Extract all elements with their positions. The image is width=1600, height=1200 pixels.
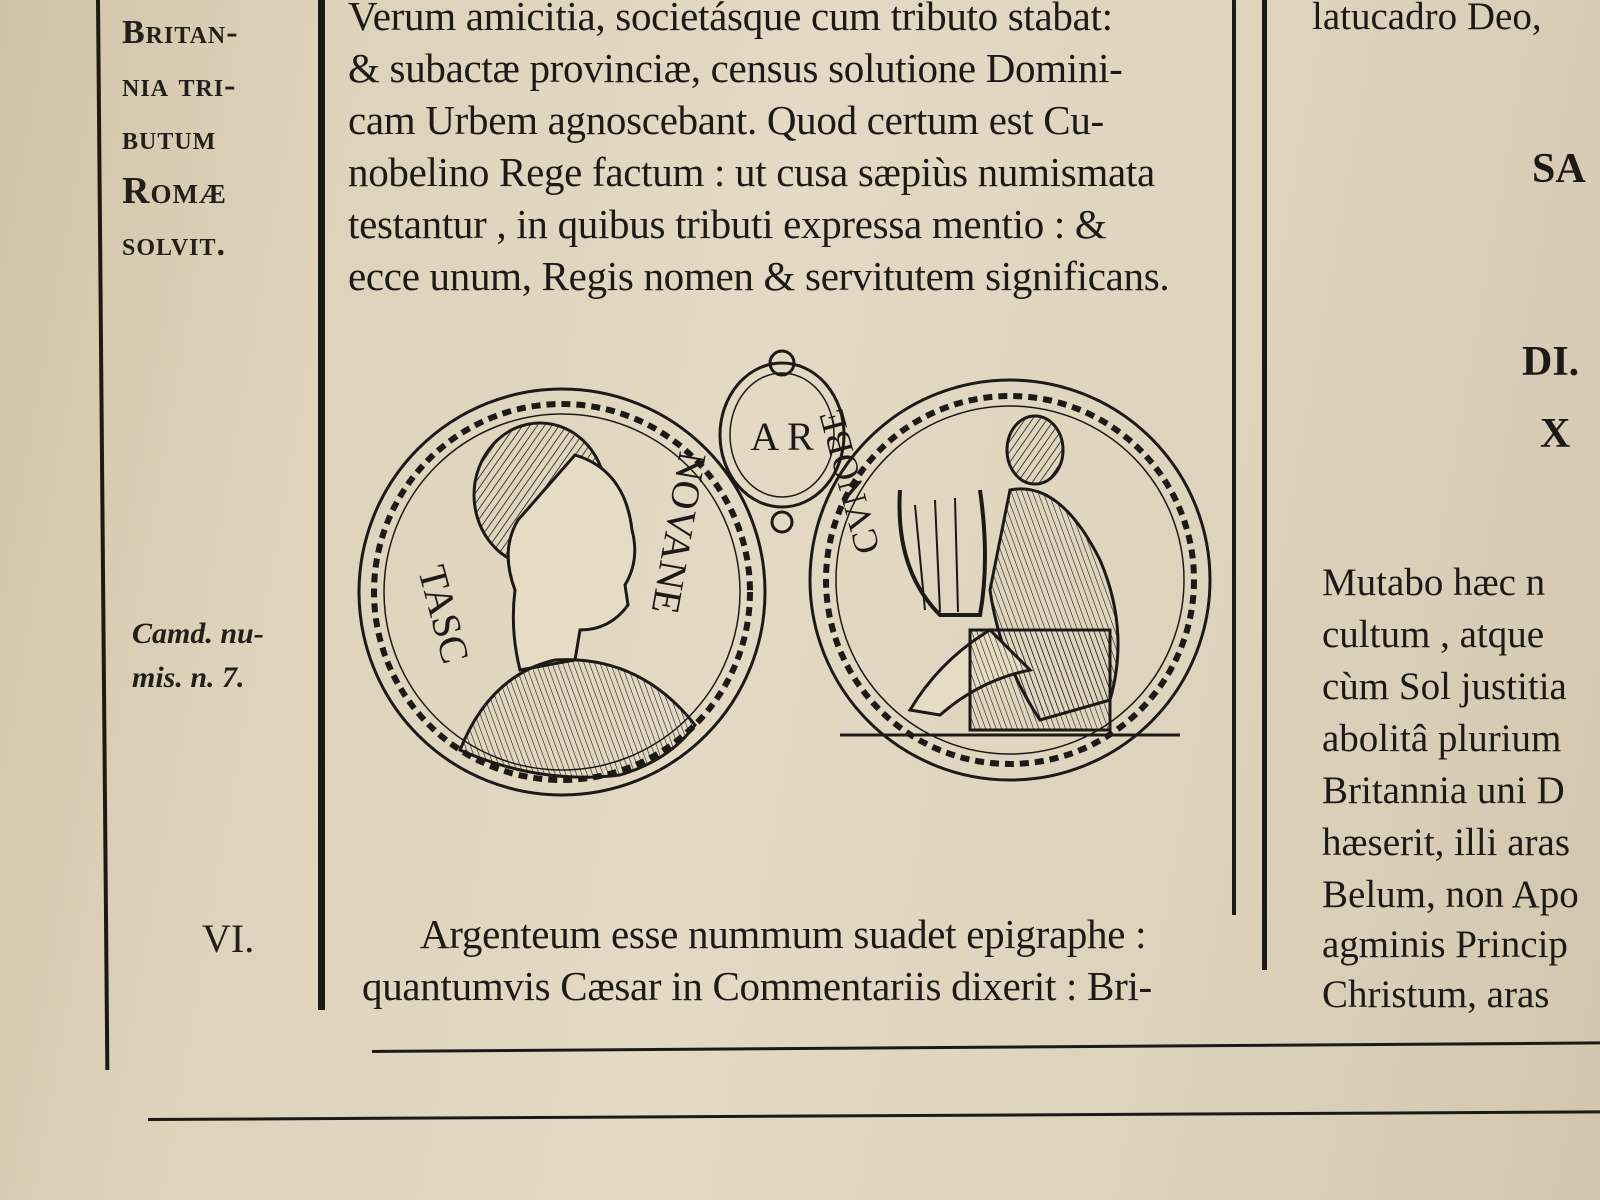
bottom-rule-lower [148,1110,1600,1121]
right-column-heading: DI. [1522,339,1580,385]
coin-reverse [810,380,1210,780]
caption-line: quantumvis Cæsar in Commentariis dixerit : Bri- [362,963,1152,1009]
right-column-line: cultum , atque [1322,613,1545,656]
main-text-line: nobelino Rege factum : ut cusa sæpiùs numismata [348,149,1155,195]
sidenote-heading-line: Romæ [122,170,227,212]
right-column-line: Mutabo hæc n [1322,561,1546,604]
right-column-line: hæserit, illi aras [1322,821,1571,864]
sidenote-reference [132,612,264,700]
coin-engraving [340,330,1240,870]
main-text-line: & subactæ provinciæ, census solutione Domini- [348,45,1123,91]
bottom-rule-upper [372,1041,1600,1053]
sidenote-heading-line: nia tri- [122,67,237,104]
reverse-left-legend: CVNOBE [810,404,888,559]
right-column-line: cùm Sol justitia [1322,665,1567,708]
caption-line: Argenteum esse nummum suadet epigraphe : [420,911,1147,957]
sidenote-reference-line: Camd. nu- [132,617,264,650]
obverse-right-legend: NOVANE [642,448,716,618]
sidenote-reference-line: mis. n. 7. [132,661,245,694]
right-column-left-rule [1262,0,1267,970]
coin-obverse [359,389,765,795]
right-column-line: agminis Princip [1322,923,1568,966]
right-column-top-fragment: latucadro Deo, [1312,0,1542,38]
sidenote-heading-line: Britan- [122,14,239,51]
main-text-line: ecce unum, Regis nomen & servitutem significans. [348,253,1170,299]
sidenote-heading-line: butum [122,120,217,157]
right-column-line: abolitâ plurium [1322,717,1562,760]
right-column-line: Britannia uni D [1322,769,1565,812]
right-column-line: Christum, aras [1322,973,1550,1016]
coin-engraving-svg [340,330,1240,870]
main-text-line: testantur , in quibus tributi expressa mentio : & [348,201,1107,247]
right-column-line: Belum, non Apo [1322,873,1579,916]
main-text-line: Verum amicitia, societásque cum tributo stabat: [348,0,1113,39]
outer-margin-rule [96,0,109,1070]
main-text-line: cam Urbem agnoscebant. Quod certum est Cu- [348,97,1104,143]
section-numeral: VI. [202,916,255,961]
right-column-heading: SA [1532,146,1586,192]
sidenote-heading [122,6,239,271]
ar-badge-text: A R [750,414,814,459]
right-column-heading: X [1540,411,1571,457]
inner-margin-rule [318,0,325,1010]
sidenote-heading-line: solvit. [122,226,226,263]
obverse-left-legend: TASC [409,560,479,669]
